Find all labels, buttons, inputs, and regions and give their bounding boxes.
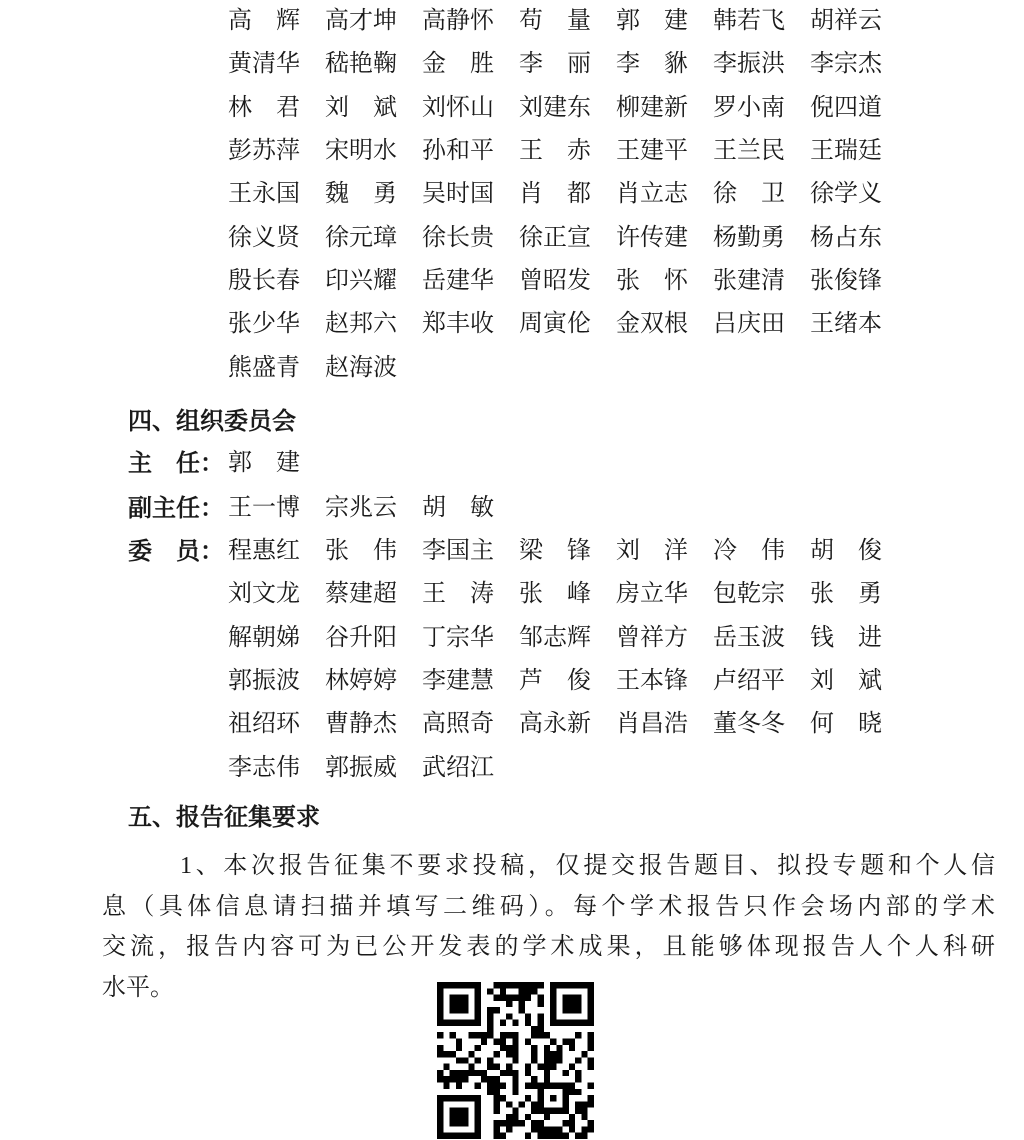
paragraph-line: 息（具体信息请扫描并填写二维码）。每个学术报告只作会场内部的学术 <box>102 893 995 920</box>
person-name: 徐长贵 <box>422 224 494 251</box>
person-name: 岳建华 <box>422 267 494 294</box>
chairman-label: 主 任： <box>128 450 224 477</box>
name-row <box>228 617 907 660</box>
person-name: 林 君 <box>228 94 300 121</box>
person-name: 张 怀 <box>616 267 688 294</box>
person-name: 黄清华 <box>228 51 300 78</box>
paragraph-line: 1、本次报告征集不要求投稿，仅提交报告题目、拟投专题和个人信 <box>180 853 995 879</box>
person-name: 金 胜 <box>422 51 494 78</box>
person-name: 胡祥云 <box>810 8 882 34</box>
person-name: 曾昭发 <box>519 267 591 294</box>
person-name: 高才坤 <box>325 8 397 34</box>
person-name: 何 晓 <box>810 711 882 738</box>
person-name: 杨勤勇 <box>713 224 785 251</box>
name-row <box>228 173 907 216</box>
person-name: 杨占东 <box>810 224 882 251</box>
person-name: 肖立志 <box>616 181 688 208</box>
person-name: 解朝娣 <box>228 624 300 651</box>
person-name: 李 貅 <box>616 51 688 78</box>
person-name: 刘 斌 <box>810 667 882 694</box>
person-name: 倪四道 <box>810 94 882 121</box>
person-name: 徐学义 <box>810 181 882 208</box>
person-name: 肖昌浩 <box>616 711 688 738</box>
person-name: 苟 量 <box>519 8 591 34</box>
person-name: 魏 勇 <box>325 181 397 208</box>
person-name: 邹志辉 <box>519 624 591 651</box>
person-name: 赵邦六 <box>325 311 397 338</box>
section5-heading: 五、报告征集要求 <box>128 804 320 831</box>
name-row <box>228 0 907 43</box>
name-row <box>228 43 907 86</box>
members-label: 委 员： <box>128 538 224 565</box>
person-name: 徐元璋 <box>325 224 397 251</box>
person-name: 胡 敏 <box>422 495 494 521</box>
person-name: 郑丰收 <box>422 311 494 338</box>
person-name: 张俊锋 <box>810 267 882 294</box>
person-name: 郭 建 <box>228 450 300 476</box>
person-name: 高照奇 <box>422 711 494 738</box>
name-row <box>228 530 907 573</box>
person-name: 程惠红 <box>228 538 300 564</box>
person-name: 包乾宗 <box>713 581 785 608</box>
person-name: 嵇艳鞠 <box>325 51 397 78</box>
person-name: 王瑞廷 <box>810 137 882 164</box>
person-name: 徐 卫 <box>713 181 785 208</box>
person-name: 张 伟 <box>325 538 397 564</box>
person-name: 宋明水 <box>325 137 397 164</box>
name-row <box>228 573 907 616</box>
person-name: 孙和平 <box>422 137 494 164</box>
person-name: 李国主 <box>422 538 494 564</box>
person-name: 印兴耀 <box>325 267 397 294</box>
person-name: 林婷婷 <box>325 667 397 694</box>
qr-code-graphic <box>437 982 594 1139</box>
person-name: 张 勇 <box>810 581 882 608</box>
person-name: 刘 斌 <box>325 94 397 121</box>
person-name: 王 赤 <box>519 137 591 164</box>
person-name: 王兰民 <box>713 137 785 164</box>
person-name: 武绍江 <box>422 754 494 781</box>
person-name: 郭 建 <box>616 8 688 34</box>
person-name: 周寅伦 <box>519 311 591 338</box>
person-name: 韩若飞 <box>713 8 785 34</box>
person-name: 徐义贤 <box>228 224 300 251</box>
person-name: 钱 进 <box>810 624 882 651</box>
vice-chairman-names <box>228 487 519 530</box>
person-name: 柳建新 <box>616 94 688 121</box>
person-name: 王 涛 <box>422 581 494 608</box>
person-name: 李振洪 <box>713 51 785 78</box>
person-name: 李建慧 <box>422 667 494 694</box>
name-row <box>228 347 907 390</box>
person-name: 王永国 <box>228 181 300 208</box>
person-name: 刘建东 <box>519 94 591 121</box>
person-name: 刘 洋 <box>616 538 688 564</box>
section4-heading: 四、组织委员会 <box>128 408 296 435</box>
person-name: 芦 俊 <box>519 667 591 694</box>
vice-chairman-label: 副主任： <box>128 495 224 522</box>
person-name: 张建清 <box>713 267 785 294</box>
person-name: 王一博 <box>228 495 300 521</box>
qr-code <box>437 982 594 1139</box>
committee-name-list <box>228 0 907 390</box>
person-name: 丁宗华 <box>422 624 494 651</box>
person-name: 冷 伟 <box>713 538 785 564</box>
person-name: 蔡建超 <box>325 581 397 608</box>
person-name: 罗小南 <box>713 94 785 121</box>
person-name: 高 辉 <box>228 8 300 34</box>
person-name: 李宗杰 <box>810 51 882 78</box>
person-name: 刘文龙 <box>228 581 300 608</box>
person-name: 张 峰 <box>519 581 591 608</box>
name-row <box>228 747 907 790</box>
person-name: 彭苏萍 <box>228 137 300 164</box>
person-name: 李 丽 <box>519 51 591 78</box>
person-name: 曹静杰 <box>325 711 397 738</box>
person-name: 岳玉波 <box>713 624 785 651</box>
person-name: 吕庆田 <box>713 311 785 338</box>
person-name: 赵海波 <box>325 354 397 381</box>
person-name: 熊盛青 <box>228 354 300 381</box>
name-row <box>228 87 907 130</box>
chairman-names <box>228 442 325 485</box>
paragraph-line: 水平。 <box>102 975 174 1002</box>
person-name: 殷长春 <box>228 267 300 294</box>
person-name: 房立华 <box>616 581 688 608</box>
person-name: 肖 都 <box>519 181 591 208</box>
person-name: 金双根 <box>616 311 688 338</box>
person-name: 曾祥方 <box>616 624 688 651</box>
person-name: 王绪本 <box>810 311 882 338</box>
person-name: 宗兆云 <box>325 495 397 521</box>
person-name: 张少华 <box>228 311 300 338</box>
person-name: 董冬冬 <box>713 711 785 738</box>
name-row <box>228 260 907 303</box>
members-name-list <box>228 530 907 790</box>
person-name: 祖绍环 <box>228 711 300 738</box>
name-row <box>228 442 325 485</box>
person-name: 高永新 <box>519 711 591 738</box>
name-row <box>228 487 519 530</box>
name-row <box>228 217 907 260</box>
person-name: 徐正宣 <box>519 224 591 251</box>
person-name: 王建平 <box>616 137 688 164</box>
paragraph-line: 交流，报告内容可为已公开发表的学术成果，且能够体现报告人个人科研 <box>102 934 995 961</box>
person-name: 胡 俊 <box>810 538 882 564</box>
person-name: 许传建 <box>616 224 688 251</box>
person-name: 卢绍平 <box>713 667 785 694</box>
person-name: 高静怀 <box>422 8 494 34</box>
person-name: 刘怀山 <box>422 94 494 121</box>
person-name: 吴时国 <box>422 181 494 208</box>
person-name: 李志伟 <box>228 754 300 781</box>
person-name: 梁 锋 <box>519 538 591 564</box>
person-name: 郭振威 <box>325 754 397 781</box>
name-row <box>228 130 907 173</box>
name-row <box>228 303 907 346</box>
name-row <box>228 703 907 746</box>
person-name: 王本锋 <box>616 667 688 694</box>
person-name: 谷升阳 <box>325 624 397 651</box>
person-name: 郭振波 <box>228 667 300 694</box>
name-row <box>228 660 907 703</box>
